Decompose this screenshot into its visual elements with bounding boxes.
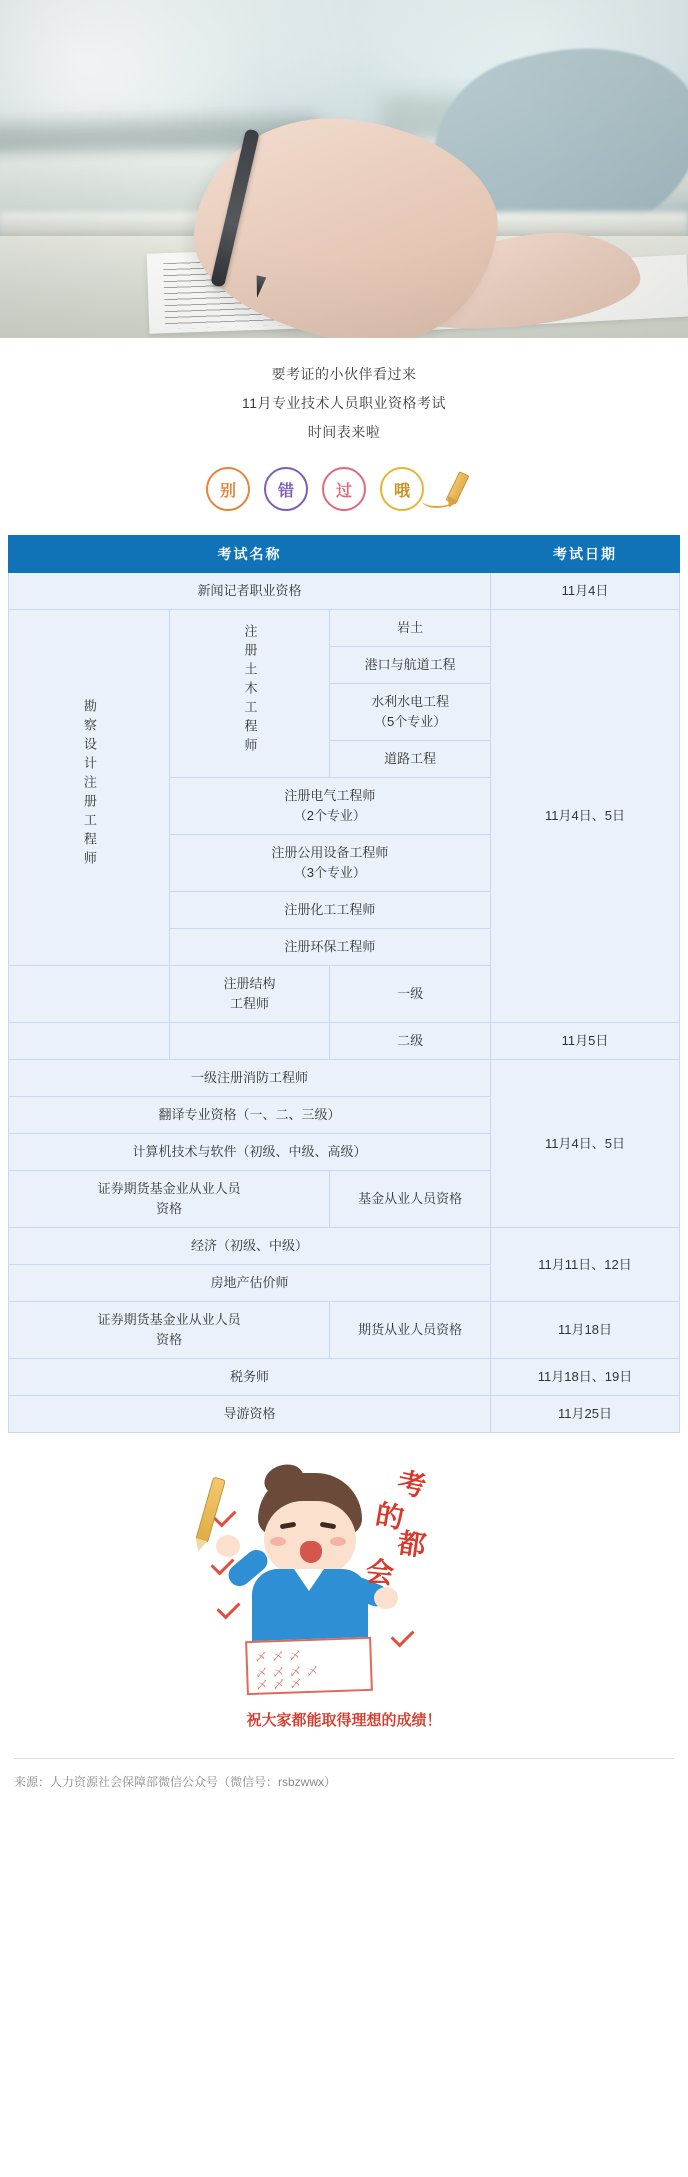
table-row bbox=[9, 1359, 680, 1396]
answer-sheet-row-3: 乄乄乄 bbox=[256, 1678, 308, 1692]
cell-translation: 翻译专业资格（一、二、三级） bbox=[9, 1097, 491, 1134]
stamp-char-2: 的 bbox=[373, 1497, 407, 1536]
exam-schedule-table-wrap bbox=[0, 535, 688, 1433]
cell-tax-accountant: 税务师 bbox=[9, 1359, 491, 1396]
table-row bbox=[9, 1228, 680, 1265]
cell-date-nov18: 11月18日 bbox=[491, 1302, 680, 1359]
pencil-icon bbox=[440, 468, 482, 510]
cell-tour-guide: 导游资格 bbox=[9, 1396, 491, 1433]
exam-schedule-table bbox=[8, 535, 680, 1433]
cell-group-survey-design-text: 勘察设计注册工程师 bbox=[81, 699, 97, 870]
table-header-row bbox=[9, 536, 680, 573]
cell-securities2-line2: 资格 bbox=[156, 1332, 183, 1347]
stamp-char-3: 都 bbox=[395, 1526, 428, 1563]
cell-structural-level-2: 二级 bbox=[330, 1023, 491, 1060]
cell-group-civil-engineer bbox=[169, 610, 330, 778]
header-exam-date: 考试日期 bbox=[491, 536, 680, 573]
cartoon-mouth bbox=[300, 1541, 322, 1563]
headline-line-3: 时间表来啦 bbox=[307, 424, 381, 440]
cartoon-answer-sheet bbox=[245, 1637, 373, 1695]
table-row bbox=[9, 573, 680, 610]
cell-hydropower bbox=[330, 684, 491, 741]
cell-group-civil-engineer-text: 注册土木工程师 bbox=[242, 624, 258, 757]
headline-line-2: 11月专业技术人员职业资格考试 bbox=[241, 395, 447, 411]
cell-date-nov4-5-main: 11月4日、5日 bbox=[491, 610, 680, 1023]
hero-photo bbox=[0, 0, 688, 338]
table-row bbox=[9, 1396, 680, 1433]
stamp-char-1: 考 bbox=[394, 1465, 429, 1504]
table-row bbox=[9, 1060, 680, 1097]
cell-structural-spacer-2 bbox=[9, 1023, 170, 1060]
header-exam-name: 考试名称 bbox=[9, 536, 491, 573]
cell-structural-spacer bbox=[9, 966, 170, 1023]
circle-char-4: 哦 bbox=[380, 467, 424, 511]
cell-structural-engineer-line2: 工程师 bbox=[229, 996, 269, 1011]
table-row bbox=[9, 610, 680, 647]
answer-sheet-row-2: 乄乄乄乄 bbox=[256, 1665, 325, 1680]
cell-structural-engineer bbox=[169, 966, 330, 1023]
cartoon-blush-right bbox=[330, 1537, 346, 1546]
cartoon-figure bbox=[196, 1461, 446, 1691]
circle-char-3: 过 bbox=[322, 467, 366, 511]
emphasis-circles bbox=[0, 451, 688, 535]
cell-structural-level-1: 一级 bbox=[330, 966, 491, 1023]
circle-char-1: 别 bbox=[206, 467, 250, 511]
cell-electrical-engineer-line2: （2个专业） bbox=[293, 808, 366, 823]
source-text: 来源：人力资源社会保障部微信公众号（微信号：rsbzwwx） bbox=[0, 1759, 688, 1808]
cartoon-illustration bbox=[0, 1455, 688, 1705]
cell-public-equipment-engineer bbox=[169, 835, 490, 892]
cell-chemical-engineer: 注册化工工程师 bbox=[169, 892, 490, 929]
cell-securities2-line1: 证券期货基金业从业人员 bbox=[97, 1312, 241, 1327]
cell-fire-engineer: 一级注册消防工程师 bbox=[9, 1060, 491, 1097]
cell-port-waterway: 港口与航道工程 bbox=[330, 647, 491, 684]
cell-road-engineering: 道路工程 bbox=[330, 741, 491, 778]
cell-electrical-engineer bbox=[169, 778, 490, 835]
cartoon-blush-left bbox=[270, 1537, 286, 1546]
cell-public-equipment-line2: （3个专业） bbox=[293, 865, 366, 880]
cell-securities-futures-fund-2 bbox=[9, 1302, 330, 1359]
cell-hydropower-line2: （5个专业） bbox=[374, 714, 447, 729]
cell-date-nov18-19: 11月18日、19日 bbox=[491, 1359, 680, 1396]
cell-group-survey-design bbox=[9, 610, 170, 966]
cartoon-hand-left bbox=[216, 1535, 240, 1557]
hero-vignette bbox=[0, 0, 688, 338]
cell-futures-practitioner: 期货从业人员资格 bbox=[330, 1302, 491, 1359]
cell-electrical-engineer-line1: 注册电气工程师 bbox=[284, 788, 376, 803]
headline-line-1: 要考证的小伙伴看过来 bbox=[271, 366, 417, 382]
stamp-char-4: 会 bbox=[364, 1554, 396, 1591]
cell-date-nov25: 11月25日 bbox=[491, 1396, 680, 1433]
cell-hydropower-line1: 水利水电工程 bbox=[371, 694, 450, 709]
cell-date-nov4: 11月4日 bbox=[491, 573, 680, 610]
wish-text: 祝大家都能取得理想的成绩！ bbox=[0, 1705, 688, 1758]
table-row bbox=[9, 1023, 680, 1060]
headline-block bbox=[0, 338, 688, 451]
answer-sheet-row-1: 乄乄乄 bbox=[255, 1650, 307, 1664]
table-row bbox=[9, 1302, 680, 1359]
circle-char-2: 错 bbox=[264, 467, 308, 511]
cell-date-nov4-5-second: 11月4日、5日 bbox=[491, 1060, 680, 1228]
cell-securities-line1: 证券期货基金业从业人员 bbox=[97, 1181, 241, 1196]
cell-date-nov5: 11月5日 bbox=[491, 1023, 680, 1060]
cell-public-equipment-line1: 注册公用设备工程师 bbox=[271, 845, 389, 860]
cell-structural-engineer-2 bbox=[169, 1023, 330, 1060]
cell-date-nov11-12: 11月11日、12日 bbox=[491, 1228, 680, 1302]
cell-structural-engineer-line1: 注册结构 bbox=[223, 976, 276, 991]
check-mark-icon-4 bbox=[390, 1623, 414, 1647]
cell-economics: 经济（初级、中级） bbox=[9, 1228, 491, 1265]
cell-real-estate-appraiser: 房地产估价师 bbox=[9, 1265, 491, 1302]
check-mark-icon-3 bbox=[216, 1595, 240, 1619]
cell-environmental-engineer: 注册环保工程师 bbox=[169, 929, 490, 966]
cell-computer-software: 计算机技术与软件（初级、中级、高级） bbox=[9, 1134, 491, 1171]
cell-fund-practitioner: 基金从业人员资格 bbox=[330, 1171, 491, 1228]
stamp-text-group bbox=[356, 1465, 452, 1591]
cell-securities-futures-fund bbox=[9, 1171, 330, 1228]
cell-securities-line2: 资格 bbox=[156, 1201, 183, 1216]
cell-news-reporter: 新闻记者职业资格 bbox=[9, 573, 491, 610]
cell-geotechnical: 岩土 bbox=[330, 610, 491, 647]
